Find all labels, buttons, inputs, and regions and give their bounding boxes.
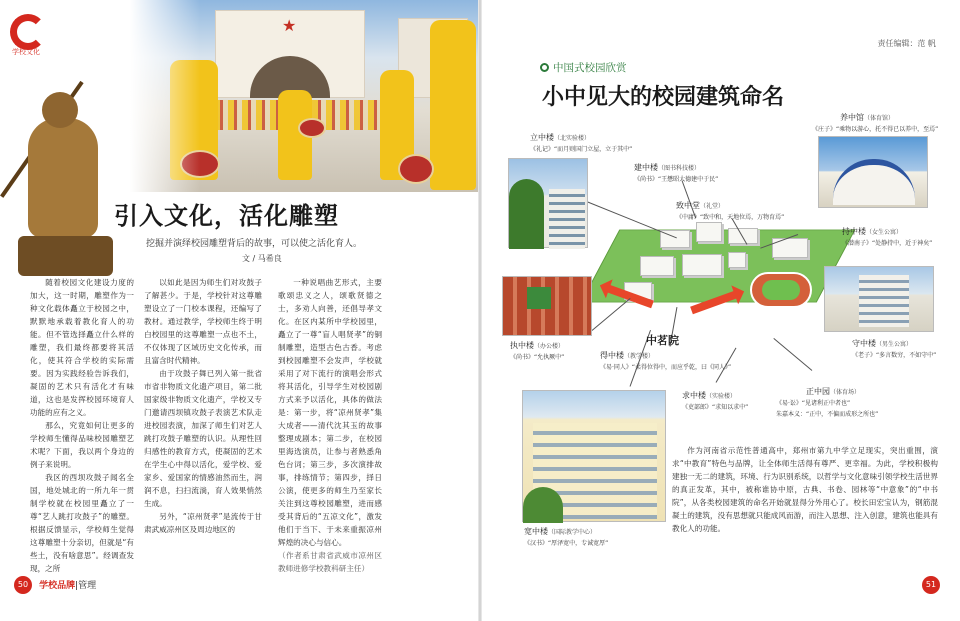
label-shouzhong [852,338,936,361]
model-building [696,222,722,242]
label-qiuzhong [682,390,748,413]
building-name: 建中楼（图书科技楼） [634,163,701,172]
building-quote: 《易·同人》“柔得位得中，而应乎乾，曰《同人》” [600,364,732,371]
page-footer-right [922,574,940,594]
article-deck: 挖掘并演绎校园雕塑背后的故事，可以使之活化育人。 [146,239,363,249]
building-quote: 《潜南子》“处静持中，近于神矣” [842,240,933,247]
statue-base [18,236,113,276]
article-title: 引入文化，活化雕塑 [114,201,339,230]
label-zhizhong-office [510,340,564,363]
label-chizhong [842,226,932,249]
paragraph: 以如此是因为师生们对攻鼓子了解甚少。于是，学校针对这尊雕塑设立了一门校本课程，还编写了教材。通过教学，学校师生终于明白校园里的这尊雕塑一点也不土，不仅体现了区域历史文化传承，而且富含时代精神。 [144,278,262,365]
campus-center-name: 中茗院 [646,334,679,347]
page-number: 50 [14,576,32,594]
model-building [682,254,722,276]
campus-model-illustration [600,210,836,322]
paragraph: 一种说唱曲艺形式，主要歌颂忠义之人，颂歌贤德之士，多劝人向善，还倡导孝文化。在区内某所中学校园里，矗立了一尊“盲人唱贤孝”的铜制雕塑，造型古色古香。考虑到校园雕塑不会发声，学校就采用了对下流行的演唱会形式将其活化，引导学生对校园剧方式来予以活化，具体的做法是：第一步，将“凉州贤孝”集大成者——清代沈其玉的故事整理成剧本；第二步，在校园里海选演员，让参与者熟悉角色台词；第三步，多次演排故事，排练情节；第四步，择日公演，使更多的师生乃至家长关注到这尊校园雕塑，进而感受其背后的“五凉文化”，激发他们于当下、于未来重振凉州辉煌的决心与信心。 [278,278,382,547]
building-quote: 《易·讼》“见诸利正中者也” 朱嘉本义：“正中，不偏而成形之所也” [776,400,879,418]
track-field [762,280,800,300]
building-name: 致中堂（礼堂） [676,201,725,210]
logo-label: 学校文化 [12,48,40,56]
label-jianzhong [634,162,718,185]
building-quote: 《汉书》“厚泽宽中，专诚宽厚” [524,540,609,547]
model-building [640,256,674,276]
paragraph: 随着校园文化建设力度的加大，这一时期，雕塑作为一种文化载体矗立于校园之中，默默地承载着教化育人的功能。但不管选择矗立什么样的雕塑，我们最终都要将其活化，使其符合学校的实际需要。因为实践经验告诉我们，凝固的艺术只有活化才有味道，这也是发挥校园环境育人功能的应有之义。 [30,278,134,417]
running-track [750,272,812,308]
statue-body [28,118,98,238]
model-building [728,252,746,268]
building-name: 求中楼（实验楼） [682,391,737,400]
paragraph: 我区的西坝攻鼓子闻名全国，地处城北的一所九年一贯制学校就在校园里矗立了一尊“艺人跳打攻鼓子”的雕塑。根据反馈显示，学校师生觉得这尊雕塑十分亲切，但就是“有些土，没有啥意思”。经调查发现，之所 [30,473,134,573]
building-quote: 《尚书》“允执厥中” [510,354,565,361]
building-name: 养中馆（体育馆） [840,113,895,122]
building-quote: 《尚书》“王懋昭大德建中于民” [634,176,719,183]
photo-lizhong-building [508,158,588,248]
responsible-editor: 责任编辑：范 帆 [877,39,936,48]
hero-dancer [430,20,476,190]
building-name: 持中楼（女生公寓） [842,227,903,236]
statue-head [42,92,78,128]
bronze-statue-photo [10,78,125,278]
magazine-suffix: 管理 [78,581,97,591]
hero-drum [298,118,326,138]
feature-title: 小中见大的校园建筑命名 [542,84,785,110]
photo-zhizhong-office [502,276,592,336]
building-quote: 《中庸》“致中和，天地位焉，万物育焉” [676,214,785,221]
photo-yangzhong-gym [818,136,928,208]
paragraph: 另外，“凉州贤孝”是流传于甘肃武威凉州区及周边地区的 [144,512,262,534]
text-column-2 [144,276,262,568]
hero-fade [130,0,200,192]
label-dezhong [600,350,731,373]
author-note: （作者系甘肃省武威市凉州区教师进修学校教科研主任） [278,551,382,573]
kicker-text: 中国式校园欣赏 [553,62,627,74]
building-name: 执中楼（办公楼） [510,341,565,350]
article-byline: 文 / 马希良 [242,254,282,263]
page-footer-left [14,574,96,592]
column-logo [10,14,52,56]
building-name: 立中楼（北实验楼） [530,133,591,142]
building-name: 正中园（体育场） [806,387,861,396]
section-kicker [540,60,627,75]
feature-body-text: 作为河南省示范性普通高中，郑州市第九中学立足现实，突出重围，演求“中教育”特色与品牌，让全体师生活得有尊严、更幸福。为此，学校积极构建独一无二的建筑，环境、行为识别系统，以哲学与文化意味引领学校生活世界的真正发革，其中，被称谁协中原，古典、书卷、园林等“中意象”的“中书院”，从各类校园建筑的命名开始就显得分外用心了。校长田宏宝认为，钢筋混凝土的建筑，没有思想就只能成风而游，而注入思想、注入创意，建筑也能具有教化人的功能。 [672,446,938,533]
label-lizhong [530,132,632,155]
paragraph: 那么，究竟如何让更多的学校师生懂得品味校园雕塑艺术呢？下面，我以两个身边的例子来说明。 [30,421,134,469]
magazine-brand: 学校品牌 [39,581,76,591]
building-name: 得中楼（教学楼） [600,351,655,360]
building-quote: 《礼记》“而月则国门立屋，立于其中” [530,146,633,153]
building-name: 宽中楼（国际教学中心） [524,527,597,536]
building-quote: 《老子》“多言数穷，不如守中” [852,352,937,359]
label-zhengzhong [776,386,879,420]
page-number: 51 [922,576,940,594]
building-name: 守中楼（男生公寓） [852,339,913,348]
red-star-icon: ★ [282,16,297,35]
logo-c-icon [10,14,46,50]
building-quote: 《庄子》“乘物以游心，托不得已以养中，至焉” [812,126,939,133]
hero-drum [398,154,434,184]
paragraph: 由于攻鼓子舞已列入第一批省市省非物质文化遗产项目，第二批国家级非物质文化遗产，学校又专门邀请西坝镇攻鼓子表演艺术队走进校园表演，加深了师生们对艺人跳打攻鼓子雕塑的认识。从理性回归感性的教育方式，使凝固的艺术在学生心中得以活化，爱学校、爱家乡、爱国家的情感油然而生，润润不息，扫扫流淌，育人效果悄然生成。 [144,369,262,508]
right-page [480,0,960,621]
building-quote: 《吏部郎》“求知以求中” [682,404,749,411]
magazine-name: 学校品牌|管理 [39,581,97,591]
text-column-1 [30,276,134,573]
label-kuanzhong [524,526,608,549]
label-yangzhong [812,112,939,135]
photo-kuanzhong-center [522,390,666,522]
leader-line [773,338,812,371]
text-column-3 [278,276,382,573]
ring-icon [540,63,549,72]
photo-shouzhong-dorm [824,266,934,332]
label-zhizhongtang [676,200,784,223]
